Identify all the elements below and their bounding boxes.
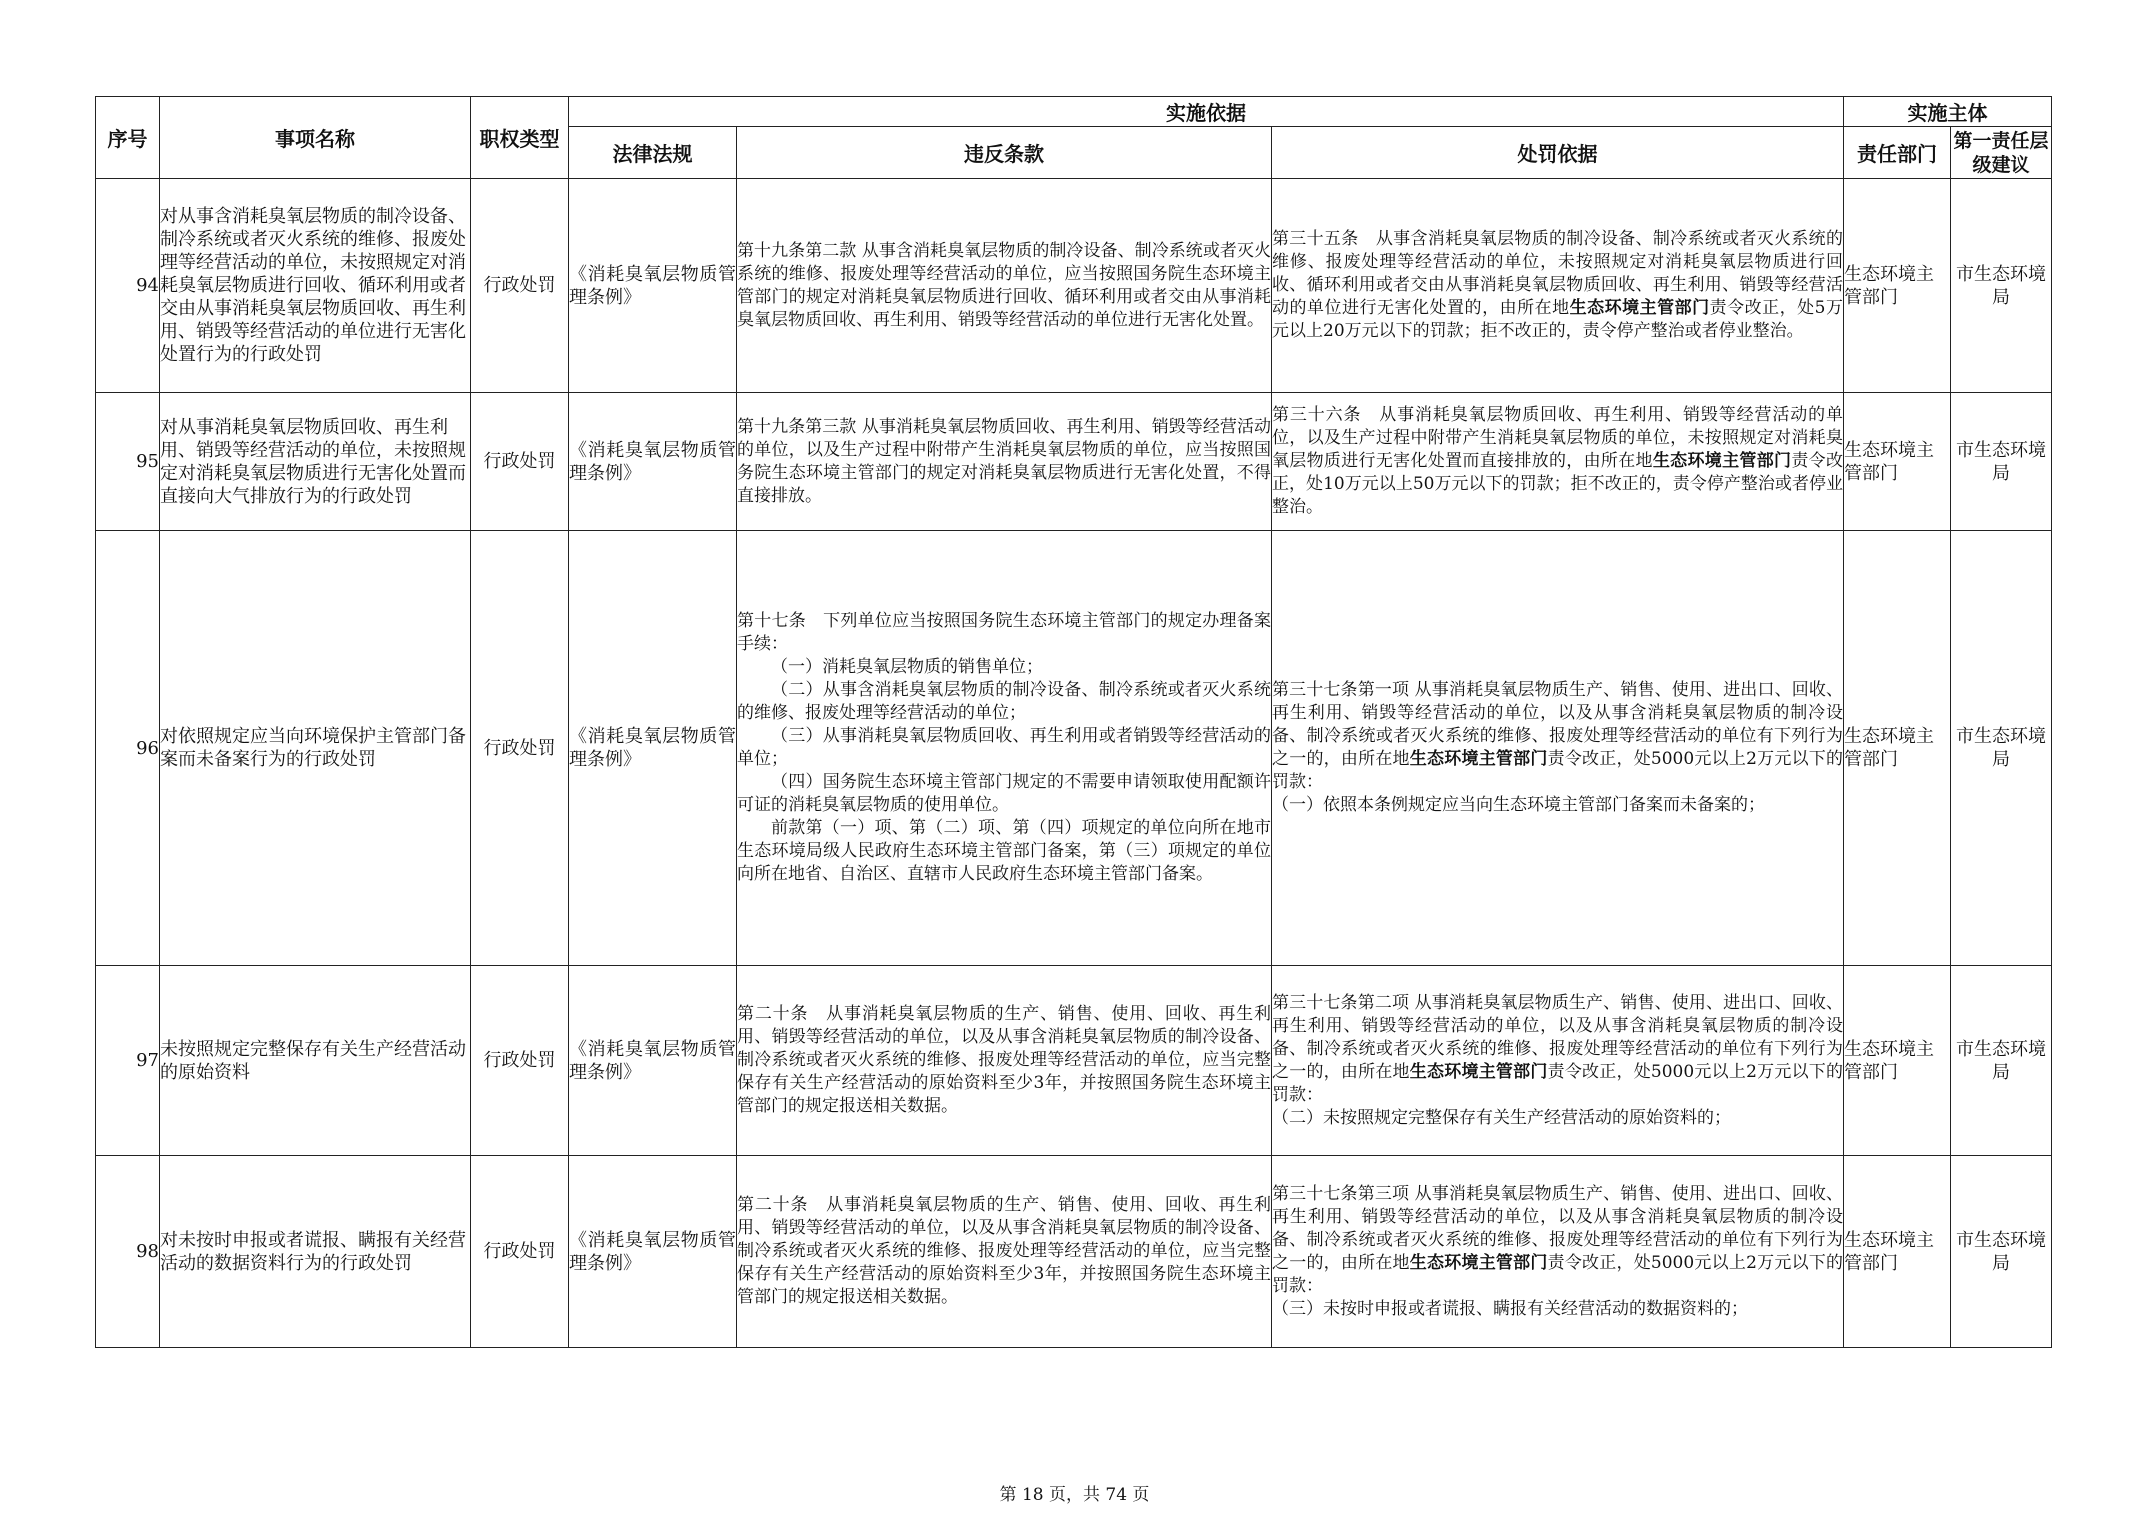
responsible-dept: 生态环境主管部门 [1844, 393, 1951, 531]
responsible-dept: 生态环境主管部门 [1844, 179, 1951, 393]
law-name: 《消耗臭氧层物质管理条例》 [569, 1156, 737, 1348]
row-number: 94 [96, 179, 160, 393]
first-level: 市生态环境局 [1951, 966, 2052, 1156]
authority-type: 行政处罚 [471, 531, 569, 966]
responsible-dept: 生态环境主管部门 [1844, 531, 1951, 966]
row-number: 98 [96, 1156, 160, 1348]
first-level: 市生态环境局 [1951, 179, 2052, 393]
table-row [96, 179, 2052, 393]
first-level: 市生态环境局 [1951, 393, 2052, 531]
header-dept: 责任部门 [1844, 127, 1951, 179]
penalty-authority: 生态环境主管部门 [1652, 451, 1792, 471]
law-name: 《消耗臭氧层物质管理条例》 [569, 179, 737, 393]
penalty-basis [1272, 1156, 1844, 1348]
header-penalty: 处罚依据 [1272, 127, 1844, 179]
table-row [96, 966, 2052, 1156]
penalty-item: （二）未按照规定完整保存有关生产经营活动的原始资料的； [1272, 1107, 1731, 1128]
item-name: 未按照规定完整保存有关生产经营活动的原始资料 [160, 966, 471, 1156]
penalty-table [95, 96, 2052, 1348]
authority-type: 行政处罚 [471, 1156, 569, 1348]
item-name: 对未按时申报或者谎报、瞒报有关经营活动的数据资料行为的行政处罚 [160, 1156, 471, 1348]
clause-paragraph: （二）从事含消耗臭氧层物质的制冷设备、制冷系统或者灭火系统的维修、报废处理等经营活动的单位； [737, 680, 1271, 723]
responsible-dept: 生态环境主管部门 [1844, 966, 1951, 1156]
first-level: 市生态环境局 [1951, 531, 2052, 966]
penalty-text: 第三十五条 从事含消耗臭氧层物质的制冷设备、制冷系统或者灭火系统的维修、报废处理等经营活动的单位，未按照规定对消耗臭氧层物质进行回收、循环利用或者交由从事消耗臭氧层物质回收、再生利用、销毁等经营活动的单位进行无害化处置的，由所在地 [1272, 229, 1843, 318]
table-row [96, 393, 2052, 531]
header-num: 序号 [96, 97, 160, 179]
header-violation: 违反条款 [737, 127, 1272, 179]
header-basis: 实施依据 [569, 97, 1844, 127]
clause-paragraph: （一）消耗臭氧层物质的销售单位； [771, 657, 1043, 677]
header-name: 事项名称 [160, 97, 471, 179]
clause-paragraph: 第二十条 从事消耗臭氧层物质的生产、销售、使用、回收、再生利用、销毁等经营活动的单位，以及从事含消耗臭氧层物质的制冷设备、制冷系统或者灭火系统的维修、报废处理等经营活动的单位，应当完整保存有关生产经营活动的原始资料至少3年，并按照国务院生态环境主管部门的规定报送相关数据。 [737, 1195, 1271, 1307]
item-name: 对从事含消耗臭氧层物质的制冷设备、制冷系统或者灭火系统的维修、报废处理等经营活动的单位，未按照规定对消耗臭氧层物质进行回收、循环利用或者交由从事消耗臭氧层物质回收、再生利用、销毁等经营活动的单位进行无害化处置行为的行政处罚 [160, 179, 471, 393]
authority-type: 行政处罚 [471, 179, 569, 393]
penalty-text: 第三十七条第三项 从事消耗臭氧层物质生产、销售、使用、进出口、回收、再生利用、销毁等经营活动的单位，以及从事含消耗臭氧层物质的制冷设备、制冷系统或者灭火系统的维修、报废处理等经营活动的单位有下列行为之一的，由所在地 [1272, 1183, 1843, 1273]
penalty-item: （三）未按时申报或者谎报、瞒报有关经营活动的数据资料的； [1272, 1298, 1748, 1319]
violated-clause [737, 531, 1272, 966]
penalty-text: 责令改正，处10万元以上50万元以下的罚款；拒不改正的，责令停产整治或者停业整治。 [1272, 451, 1843, 517]
responsible-dept: 生态环境主管部门 [1844, 1156, 1951, 1348]
table-row [96, 531, 2052, 966]
penalty-text: 责令改正，处5万元以上20万元以下的罚款；拒不改正的，责令停产整治或者停业整治。 [1272, 298, 1843, 341]
clause-paragraph: （四）国务院生态环境主管部门规定的不需要申请领取使用配额许可证的消耗臭氧层物质的使用单位。 [737, 772, 1271, 815]
penalty-text: 第三十七条第一项 从事消耗臭氧层物质生产、销售、使用、进出口、回收、再生利用、销毁等经营活动的单位，以及从事含消耗臭氧层物质的制冷设备、制冷系统或者灭火系统的维修、报废处理等经营活动的单位有下列行为之一的，由所在地 [1272, 680, 1843, 769]
penalty-authority: 生态环境主管部门 [1409, 749, 1548, 769]
clause-paragraph: 第十七条 下列单位应当按照国务院生态环境主管部门的规定办理备案手续： [737, 611, 1271, 654]
header-subject: 实施主体 [1844, 97, 2052, 127]
clause-paragraph: 第十九条第三款 从事消耗臭氧层物质回收、再生利用、销毁等经营活动的单位，以及生产过程中附带产生消耗臭氧层物质的单位，应当按照国务院生态环境主管部门的规定对消耗臭氧层物质进行无害化处置，不得直接排放。 [737, 416, 1271, 506]
item-name: 对依照规定应当向环境保护主管部门备案而未备案行为的行政处罚 [160, 531, 471, 966]
violated-clause [737, 966, 1272, 1156]
authority-type: 行政处罚 [471, 393, 569, 531]
row-number: 97 [96, 966, 160, 1156]
header-level: 第一责任层级建议 [1951, 127, 2052, 179]
first-level: 市生态环境局 [1951, 1156, 2052, 1348]
law-name: 《消耗臭氧层物质管理条例》 [569, 393, 737, 531]
clause-paragraph: 第二十条 从事消耗臭氧层物质的生产、销售、使用、回收、再生利用、销毁等经营活动的单位，以及从事含消耗臭氧层物质的制冷设备、制冷系统或者灭火系统的维修、报废处理等经营活动的单位，应当完整保存有关生产经营活动的原始资料至少3年，并按照国务院生态环境主管部门的规定报送相关数据。 [737, 1004, 1271, 1116]
penalty-text: 第三十六条 从事消耗臭氧层物质回收、再生利用、销毁等经营活动的单位，以及生产过程中附带产生消耗臭氧层物质的单位，未按照规定对消耗臭氧层物质进行无害化处置而直接排放的，由所在地 [1272, 405, 1843, 471]
penalty-authority: 生态环境主管部门 [1409, 1061, 1548, 1082]
penalty-authority: 生态环境主管部门 [1569, 298, 1710, 318]
violated-clause [737, 1156, 1272, 1348]
penalty-text: 责令改正，处5000元以上2万元以下的罚款： [1272, 1061, 1844, 1105]
penalty-basis [1272, 531, 1844, 966]
header-law: 法律法规 [569, 127, 737, 179]
penalty-basis [1272, 966, 1844, 1156]
penalty-text: 责令改正，处5000元以上2万元以下的罚款： [1272, 1252, 1844, 1296]
row-number: 95 [96, 393, 160, 531]
penalty-text: 第三十七条第二项 从事消耗臭氧层物质生产、销售、使用、进出口、回收、再生利用、销毁等经营活动的单位，以及从事含消耗臭氧层物质的制冷设备、制冷系统或者灭火系统的维修、报废处理等经营活动的单位有下列行为之一的，由所在地 [1272, 992, 1843, 1082]
penalty-authority: 生态环境主管部门 [1409, 1252, 1548, 1273]
item-name: 对从事消耗臭氧层物质回收、再生利用、销毁等经营活动的单位，未按照规定对消耗臭氧层物质进行无害化处置而直接向大气排放行为的行政处罚 [160, 393, 471, 531]
header-type: 职权类型 [471, 97, 569, 179]
penalty-basis [1272, 393, 1844, 531]
penalty-basis [1272, 179, 1844, 393]
authority-type: 行政处罚 [471, 966, 569, 1156]
penalty-text: 责令改正，处5000元以上2万元以下的罚款： [1272, 749, 1844, 792]
violated-clause [737, 393, 1272, 531]
row-number: 96 [96, 531, 160, 966]
clause-paragraph: （三）从事消耗臭氧层物质回收、再生利用或者销毁等经营活动的单位； [737, 726, 1271, 769]
penalty-item: （一）依照本条例规定应当向生态环境主管部门备案而未备案的； [1272, 795, 1765, 815]
clause-paragraph: 第十九条第二款 从事含消耗臭氧层物质的制冷设备、制冷系统或者灭火系统的维修、报废处理等经营活动的单位，应当按照国务院生态环境主管部门的规定对消耗臭氧层物质进行回收、循环利用或者交由从事消耗臭氧层物质回收、再生利用、销毁等经营活动的单位进行无害化处置。 [737, 240, 1271, 330]
violated-clause [737, 179, 1272, 393]
law-name: 《消耗臭氧层物质管理条例》 [569, 966, 737, 1156]
law-name: 《消耗臭氧层物质管理条例》 [569, 531, 737, 966]
table-row [96, 1156, 2052, 1348]
clause-paragraph: 前款第（一）项、第（二）项、第（四）项规定的单位向所在地市生态环境局级人民政府生态环境主管部门备案，第（三）项规定的单位向所在地省、自治区、直辖市人民政府生态环境主管部门备案。 [737, 818, 1271, 884]
page-footer: 第 18 页，共 74 页 [999, 1485, 1150, 1505]
